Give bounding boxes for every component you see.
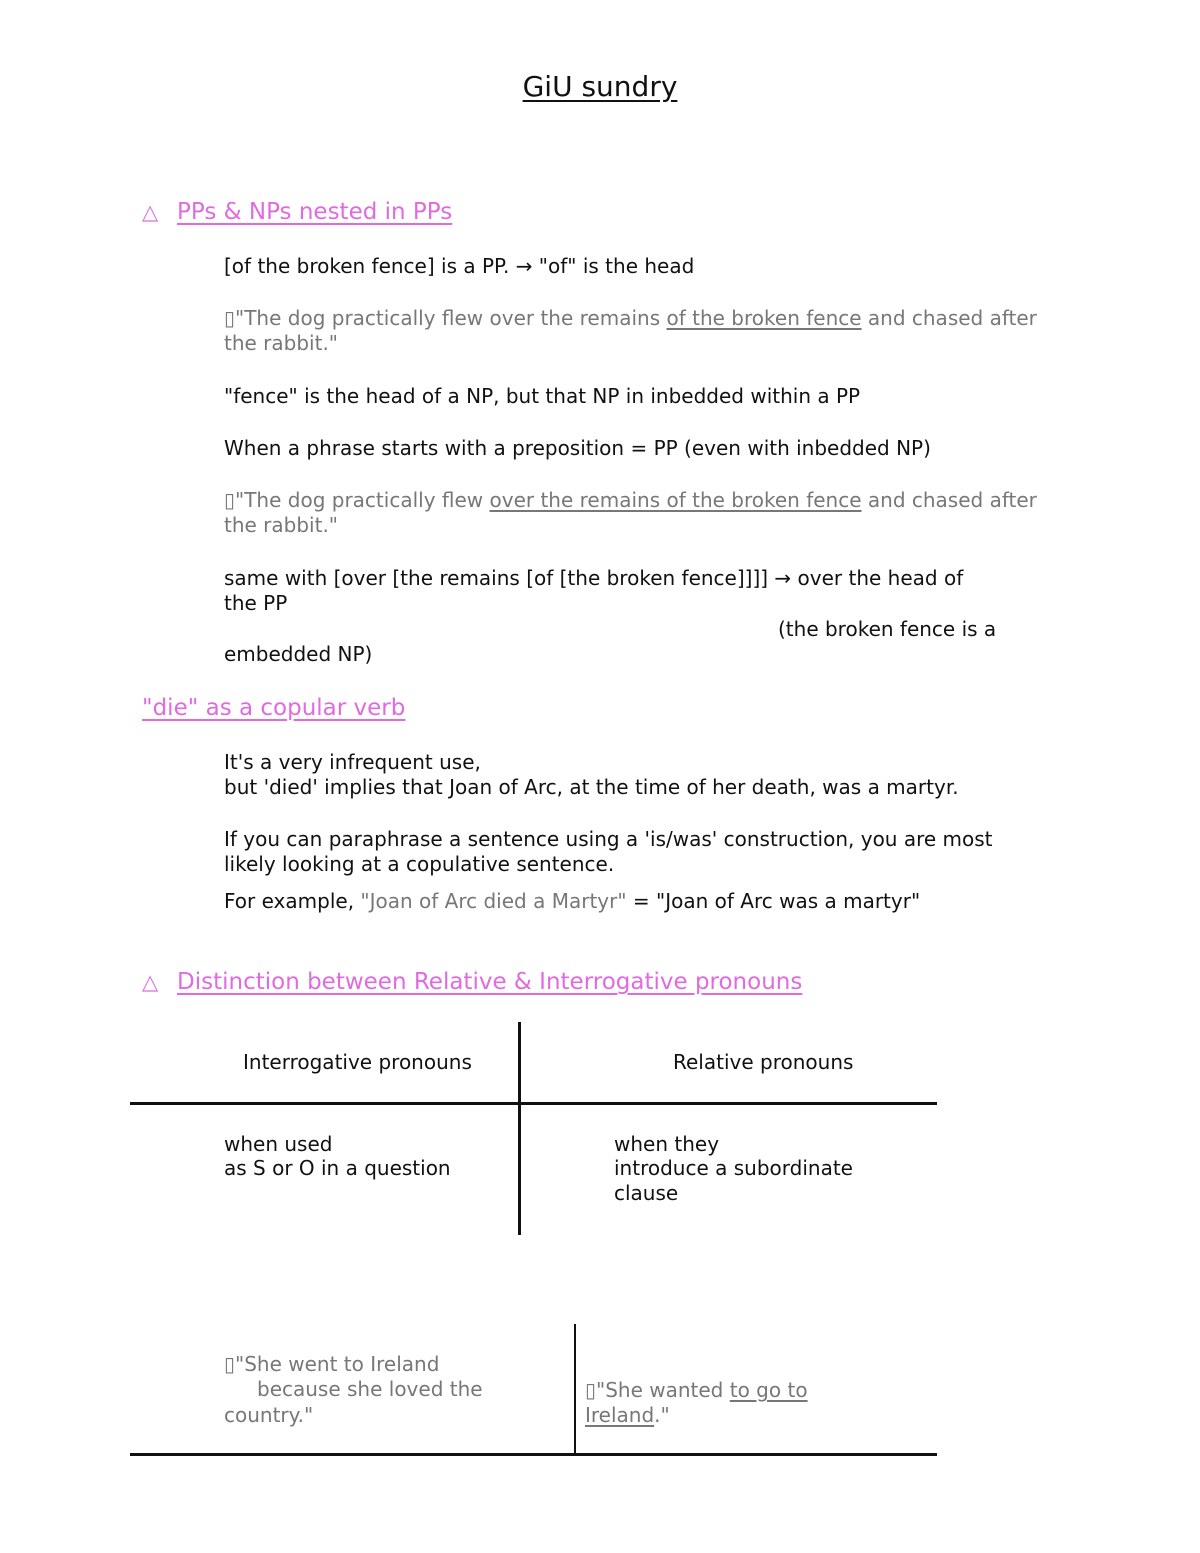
table-horizontal-divider [130,1102,937,1105]
paragraph-infrequent-line1: It's a very infrequent use, [224,750,481,774]
paragraph-paraphrase-line2: likely looking at a copulative sentence. [224,852,615,876]
warning-triangle-icon: △ [142,200,159,224]
example-relative-text-end: ." [654,1403,670,1427]
paragraph-paraphrase-line1: If you can paraphrase a sentence using a 'is/was' construction, you are most [224,827,993,851]
page-title: GiU sundry [522,70,678,103]
example-interrogative-text-1: "She went to Ireland [235,1352,440,1376]
example-2-text-end: and chased after [861,488,1037,512]
examples-horizontal-divider [130,1453,937,1456]
paragraph-infrequent-line2: but 'died' implies that Joan of Arc, at the time of her death, was a martyr. [224,775,959,799]
example-relative-underlined-1: to go to [729,1378,808,1402]
paragraph-preposition-rule: When a phrase starts with a preposition = PP (even with inbedded NP) [224,436,931,460]
table-cell-relative-line2: introduce a subordinate [614,1156,853,1180]
section-heading-copular-verb: "die" as a copular verb [142,695,406,721]
example-2-underlined: over the remains of the broken fence [489,488,862,512]
table-cell-relative-line3: clause [614,1181,679,1205]
paragraph-pp-head: [of the broken fence] is a PP. → "of" is the head [224,254,695,278]
paragraph-bracketing-line4: embedded NP) [224,642,373,666]
example-sentence-1-line2: the rabbit." [224,331,339,355]
table-cell-relative-line1: when they [614,1132,720,1156]
paragraph-example-joan [224,889,920,914]
paragraph-fence-head: "fence" is the head of a NP, but that NP in inbedded within a PP [224,384,861,408]
example-1-text-start: "The dog practically flew over the remains [235,306,667,330]
example-box-icon: ▯ [224,488,236,512]
example-interrogative-line2: because she loved the [257,1377,483,1401]
example-sentence-2 [224,488,1037,513]
example-interrogative-line3: country." [224,1403,314,1427]
example-joan-equivalent: = "Joan of Arc was a martyr" [626,889,921,913]
example-sentence-1 [224,306,1037,331]
example-1-text-end: and chased after [861,306,1037,330]
example-relative-underlined-2: Ireland [585,1403,655,1427]
paragraph-bracketing-line1: same with [over [the remains [of [the broken fence]]]] → over the head of [224,566,964,590]
table-cell-interrogative-line1: when used [224,1132,333,1156]
example-box-icon: ▯ [224,306,236,330]
table-cell-interrogative-line2: as S or O in a question [224,1156,451,1180]
table-vertical-divider [518,1022,521,1235]
example-1-underlined: of the broken fence [666,306,862,330]
example-interrogative-line1 [224,1352,439,1377]
paragraph-bracketing-line2: the PP [224,591,288,615]
example-joan-prefix: For example, [224,889,361,913]
example-relative-line2 [585,1403,670,1428]
example-sentence-2-line2: the rabbit." [224,513,339,537]
warning-triangle-icon: △ [142,970,159,994]
section-heading-pronouns: Distinction between Relative & Interrogative pronouns [177,969,803,995]
section-heading-pps-nps: PPs & NPs nested in PPs [177,199,453,225]
example-2-text-start: "The dog practically flew [235,488,490,512]
table-header-interrogative: Interrogative pronouns [243,1050,472,1074]
table-header-relative: Relative pronouns [673,1050,854,1074]
paragraph-bracketing-line3: (the broken fence is a [778,617,997,641]
example-relative-text-start: "She wanted [596,1378,730,1402]
example-box-icon: ▯ [585,1378,597,1402]
examples-vertical-divider [574,1324,576,1454]
example-relative-line1 [585,1378,808,1403]
example-joan-quote: "Joan of Arc died a Martyr" [360,889,627,913]
example-box-icon: ▯ [224,1352,236,1376]
